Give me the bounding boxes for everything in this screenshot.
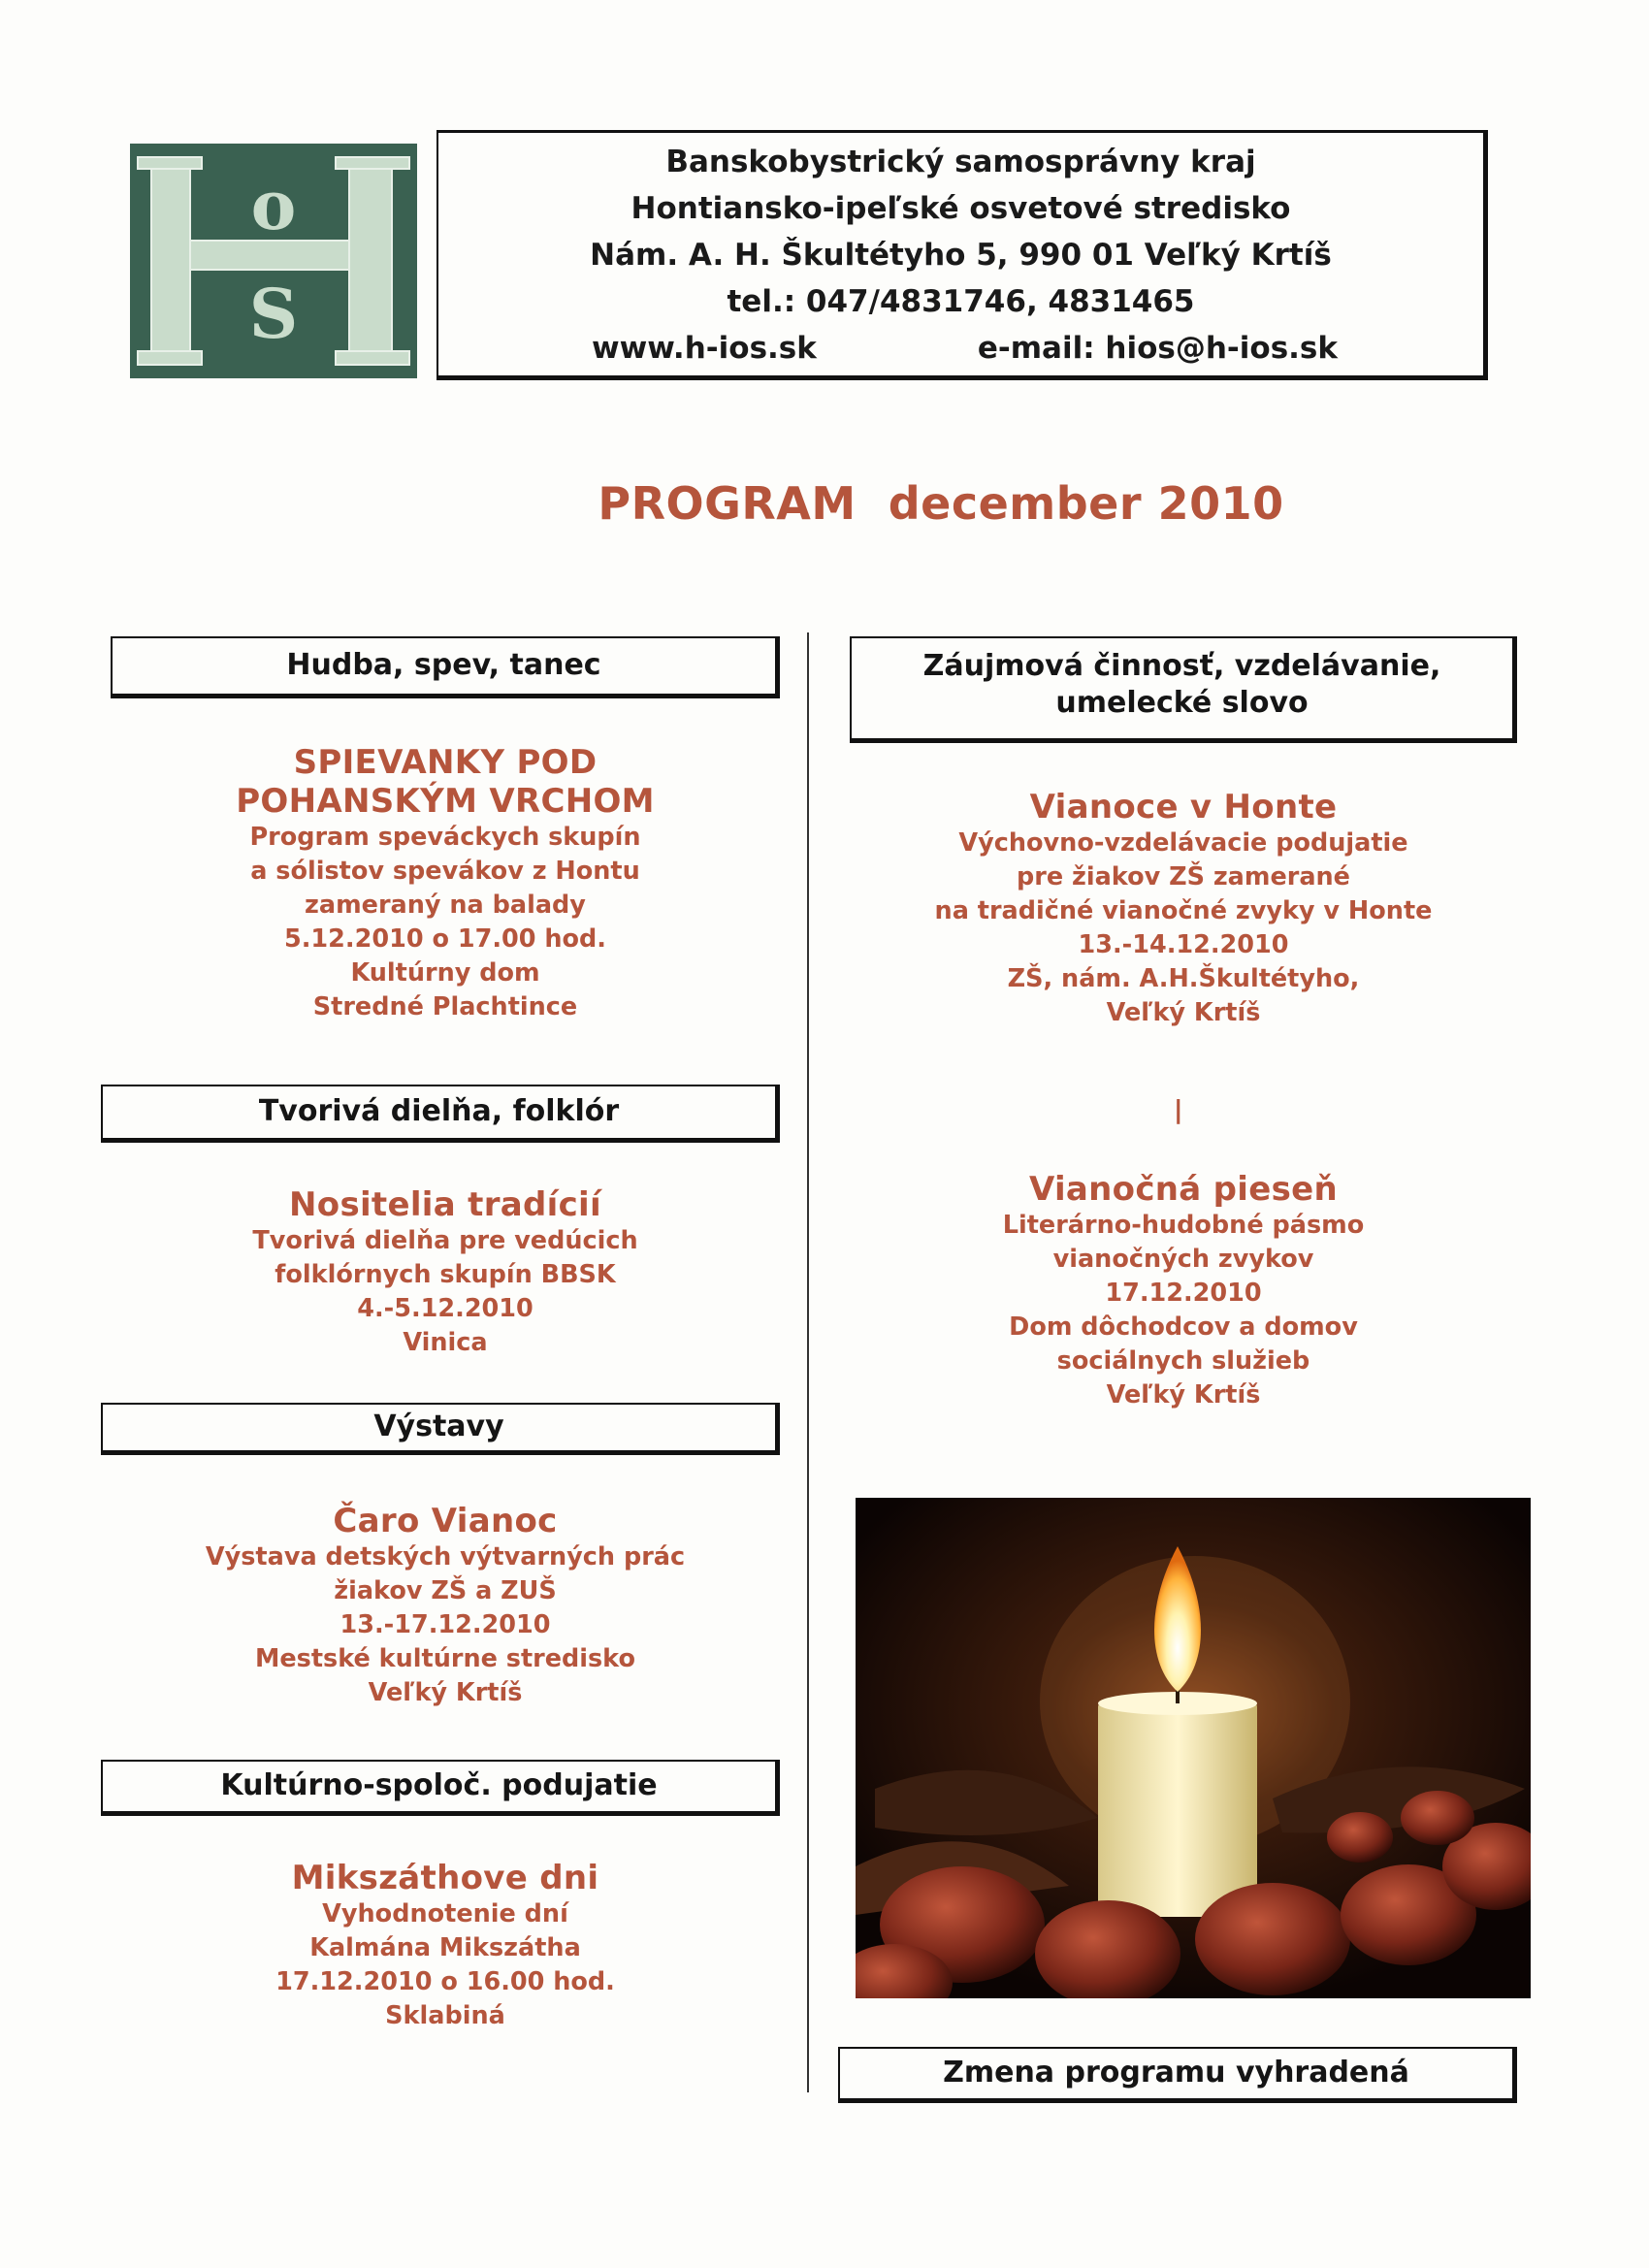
event-line: žiakov ZŠ a ZUŠ xyxy=(334,1576,557,1605)
event-line: a sólistov spevákov z Hontu xyxy=(250,857,640,886)
event-nositelia xyxy=(111,1185,780,1360)
footer-program-notice: Zmena programu vyhradená xyxy=(838,2047,1517,2103)
event-title: Čaro Vianoc xyxy=(333,1502,558,1540)
event-line: Veľký Krtíš xyxy=(368,1678,523,1707)
event-line: folklórnych skupín BBSK xyxy=(275,1260,616,1289)
event-date: 4.-5.12.2010 xyxy=(357,1294,534,1323)
header-line-organization: Hontiansko-ipeľské osvetové stredisko xyxy=(630,191,1291,226)
svg-text:o: o xyxy=(250,165,297,245)
event-title: SPIEVANKY POD xyxy=(293,743,598,782)
category-kulturno-spolocenske: Kultúrno-spoloč. podujatie xyxy=(101,1760,780,1816)
event-title: Vianočná pieseň xyxy=(1028,1170,1339,1209)
event-line: Literárno-hudobné pásmo xyxy=(1002,1211,1365,1240)
event-line: Veľký Krtíš xyxy=(1106,1380,1261,1409)
event-date: 13.-14.12.2010 xyxy=(1078,930,1289,959)
category-zaujmova-cinnost xyxy=(850,636,1517,743)
header-box xyxy=(436,130,1488,380)
event-date: 13.-17.12.2010 xyxy=(340,1610,551,1639)
event-vianoce-v-honte xyxy=(850,788,1517,1030)
event-title: Mikszáthove dni xyxy=(291,1859,599,1897)
event-caro-vianoc xyxy=(111,1502,780,1710)
event-line: Tvorivá dielňa pre vedúcich xyxy=(252,1226,638,1255)
event-date: 5.12.2010 o 17.00 hod. xyxy=(284,924,606,954)
event-line: Veľký Krtíš xyxy=(1106,998,1261,1027)
event-title: Nositelia tradícií xyxy=(289,1185,601,1224)
column-divider xyxy=(807,632,809,2092)
event-title: Vianoce v Honte xyxy=(1029,788,1338,826)
separator-mark: l xyxy=(1174,1094,1183,1133)
event-line: Stredné Plachtince xyxy=(312,992,578,1021)
program-title: PROGRAM december 2010 xyxy=(598,477,1284,530)
event-line: na tradičné vianočné zvyky v Honte xyxy=(934,896,1433,925)
category-vystavy: Výstavy xyxy=(101,1403,780,1455)
event-line: ZŠ, nám. A.H.Škultétyho, xyxy=(1007,964,1360,993)
event-line: pre žiakov ZŠ zamerané xyxy=(1017,862,1350,891)
category-tvoriva-dielna: Tvorivá dielňa, folklór xyxy=(101,1085,780,1143)
event-title: POHANSKÝM VRCHOM xyxy=(236,782,655,821)
event-line: Kultúrny dom xyxy=(350,958,540,988)
event-line: Vinica xyxy=(403,1328,488,1357)
header-line-address: Nám. A. H. Škultétyho 5, 990 01 Veľký Krtíš xyxy=(590,238,1332,273)
event-line: vianočných zvykov xyxy=(1052,1245,1314,1274)
category-line: Záujmová činnosť, vzdelávanie, xyxy=(922,649,1441,683)
candle-photo-icon xyxy=(856,1498,1531,1998)
event-vianocna-piesen xyxy=(850,1170,1517,1412)
event-line: zameraný na balady xyxy=(305,891,586,920)
website-link[interactable]: www.h-ios.sk xyxy=(592,331,817,366)
header-line-phone: tel.: 047/4831746, 4831465 xyxy=(727,284,1195,319)
event-line: Mestské kultúrne stredisko xyxy=(255,1644,635,1673)
event-line: Sklabiná xyxy=(385,2001,505,2030)
event-line: Kalmána Mikszátha xyxy=(309,1933,581,1962)
event-line: Výstava detských výtvarných prác xyxy=(205,1542,686,1571)
event-spievanky xyxy=(111,743,780,1024)
event-line: Program speváckych skupín xyxy=(249,823,641,852)
header-line-region: Banskobystrický samosprávny kraj xyxy=(665,145,1256,179)
event-date: 17.12.2010 xyxy=(1105,1279,1262,1308)
event-line: Dom dôchodcov a domov xyxy=(1009,1312,1358,1342)
event-line: Výchovno-vzdelávacie podujatie xyxy=(958,828,1408,858)
header-contact-row xyxy=(438,325,1483,372)
category-hudba: Hudba, spev, tanec xyxy=(111,636,780,698)
hios-logo-icon xyxy=(130,144,417,378)
event-date: 17.12.2010 o 16.00 hod. xyxy=(275,1967,615,1996)
event-mikszathove-dni xyxy=(111,1859,780,2033)
event-line: sociálnych služieb xyxy=(1056,1346,1310,1376)
event-line: Vyhodnotenie dní xyxy=(322,1899,568,1928)
svg-text:S: S xyxy=(248,274,299,354)
email-link[interactable]: e-mail: hios@h-ios.sk xyxy=(977,331,1338,366)
category-line: umelecké slovo xyxy=(1055,686,1309,720)
